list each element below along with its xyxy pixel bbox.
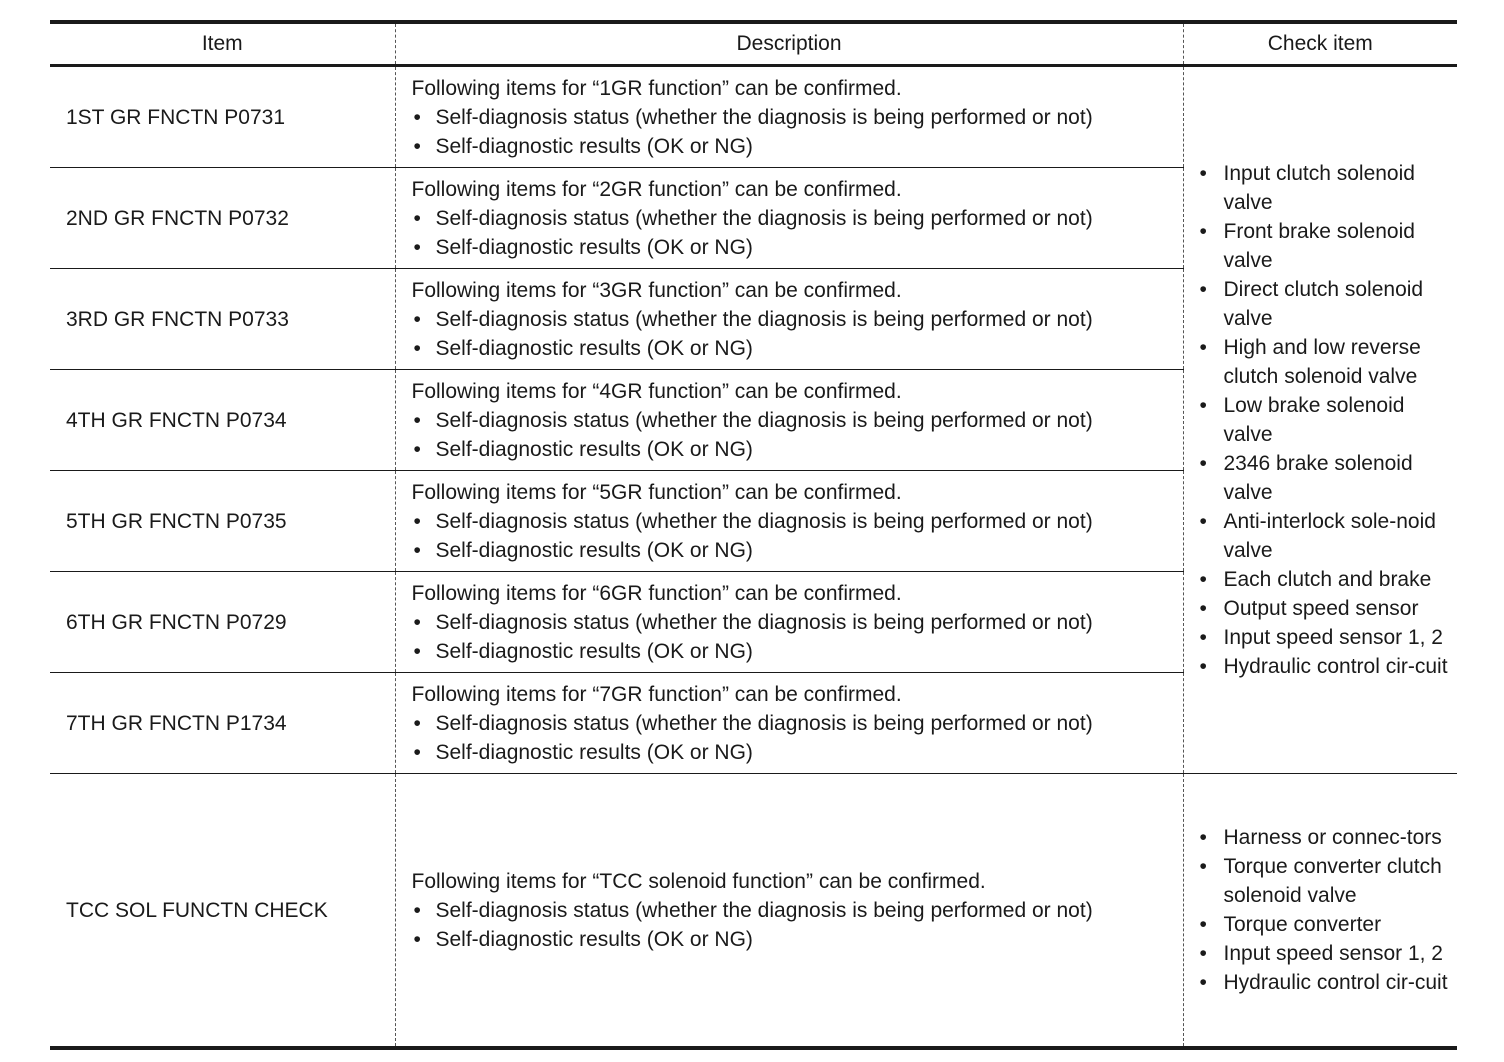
bullet-diagnosis-status: • Self-diagnosis status (whether the diagnosis is being performed or not) [412, 204, 1177, 233]
description-cell [395, 572, 1183, 673]
header-item: Item [50, 22, 395, 66]
bullet-diagnostic-results: • Self-diagnostic results (OK or NG) [412, 435, 1177, 464]
description-bullets [412, 305, 1177, 363]
description-cell [395, 168, 1183, 269]
check-item-list [1198, 159, 1454, 681]
description-intro: Following items for “3GR function” can be confirmed. [411, 278, 902, 302]
check-item-list [1198, 823, 1454, 997]
check-item: • Output speed sensor [1198, 594, 1454, 623]
description-cell [395, 269, 1183, 370]
header-row [50, 22, 1457, 66]
description-bullets [412, 896, 1177, 954]
item-cell: 2ND GR FNCTN P0732 [50, 168, 395, 269]
bullet-diagnostic-results: • Self-diagnostic results (OK or NG) [412, 925, 1177, 954]
item-cell: TCC SOL FUNCTN CHECK [50, 774, 395, 1049]
bullet-diagnosis-status: • Self-diagnosis status (whether the diagnosis is being performed or not) [412, 896, 1177, 925]
description-bullets [412, 608, 1177, 666]
description-bullets [412, 709, 1177, 767]
bullet-diagnostic-results: • Self-diagnostic results (OK or NG) [412, 334, 1177, 363]
diagnosis-table [50, 20, 1457, 1050]
check-item-cell [1183, 774, 1457, 1049]
check-item: • Input speed sensor 1, 2 [1198, 623, 1454, 652]
check-item: • 2346 brake solenoid valve [1198, 449, 1454, 507]
item-cell: 7TH GR FNCTN P1734 [50, 673, 395, 774]
description-cell [395, 471, 1183, 572]
check-item: • Each clutch and brake [1198, 565, 1454, 594]
item-cell: 5TH GR FNCTN P0735 [50, 471, 395, 572]
bullet-diagnosis-status: • Self-diagnosis status (whether the diagnosis is being performed or not) [412, 406, 1177, 435]
check-item: • Torque converter [1198, 910, 1454, 939]
description-bullets [412, 406, 1177, 464]
bullet-diagnostic-results: • Self-diagnostic results (OK or NG) [412, 637, 1177, 666]
check-item: • Hydraulic control cir-cuit [1198, 652, 1454, 681]
bullet-diagnostic-results: • Self-diagnostic results (OK or NG) [412, 536, 1177, 565]
bullet-diagnostic-results: • Self-diagnostic results (OK or NG) [412, 738, 1177, 767]
check-item: • Harness or connec-tors [1198, 823, 1454, 852]
check-item: • Input clutch solenoid valve [1198, 159, 1454, 217]
table-row-tcc [50, 774, 1457, 1049]
check-item: • Input speed sensor 1, 2 [1198, 939, 1454, 968]
description-intro: Following items for “7GR function” can be confirmed. [411, 682, 902, 706]
description-bullets [412, 204, 1177, 262]
bullet-diagnosis-status: • Self-diagnosis status (whether the diagnosis is being performed or not) [412, 709, 1177, 738]
description-cell [395, 673, 1183, 774]
check-item: • High and low reverse clutch solenoid valve [1198, 333, 1454, 391]
item-cell: 4TH GR FNCTN P0734 [50, 370, 395, 471]
description-cell [395, 66, 1183, 168]
check-item: • Hydraulic control cir-cuit [1198, 968, 1454, 997]
description-intro: Following items for “5GR function” can be confirmed. [411, 480, 902, 504]
description-bullets [412, 103, 1177, 161]
description-intro: Following items for “TCC solenoid function” can be confirmed. [411, 869, 986, 893]
bullet-diagnosis-status: • Self-diagnosis status (whether the diagnosis is being performed or not) [412, 103, 1177, 132]
description-intro: Following items for “1GR function” can be confirmed. [411, 76, 902, 100]
bullet-diagnosis-status: • Self-diagnosis status (whether the diagnosis is being performed or not) [412, 507, 1177, 536]
description-cell [395, 774, 1183, 1049]
check-item-cell [1183, 66, 1457, 774]
description-cell [395, 370, 1183, 471]
check-item: • Torque converter clutch solenoid valve [1198, 852, 1454, 910]
item-cell: 1ST GR FNCTN P0731 [66, 105, 286, 129]
description-intro: Following items for “2GR function” can be confirmed. [411, 177, 902, 201]
check-item: • Low brake solenoid valve [1198, 391, 1454, 449]
bullet-diagnosis-status: • Self-diagnosis status (whether the diagnosis is being performed or not) [412, 305, 1177, 334]
bullet-diagnostic-results: • Self-diagnostic results (OK or NG) [412, 233, 1177, 262]
check-item: • Anti-interlock sole-noid valve [1198, 507, 1454, 565]
description-intro: Following items for “6GR function” can be confirmed. [411, 581, 902, 605]
check-item: • Front brake solenoid valve [1198, 217, 1454, 275]
description-bullets [412, 507, 1177, 565]
item-cell: 6TH GR FNCTN P0729 [50, 572, 395, 673]
table-row [50, 66, 1457, 168]
description-intro: Following items for “4GR function” can be confirmed. [411, 379, 902, 403]
bullet-diagnostic-results: • Self-diagnostic results (OK or NG) [412, 132, 1177, 161]
header-description: Description [395, 22, 1183, 66]
item-cell: 3RD GR FNCTN P0733 [50, 269, 395, 370]
header-check-item: Check item [1183, 22, 1457, 66]
check-item: • Direct clutch solenoid valve [1198, 275, 1454, 333]
bullet-diagnosis-status: • Self-diagnosis status (whether the diagnosis is being performed or not) [412, 608, 1177, 637]
